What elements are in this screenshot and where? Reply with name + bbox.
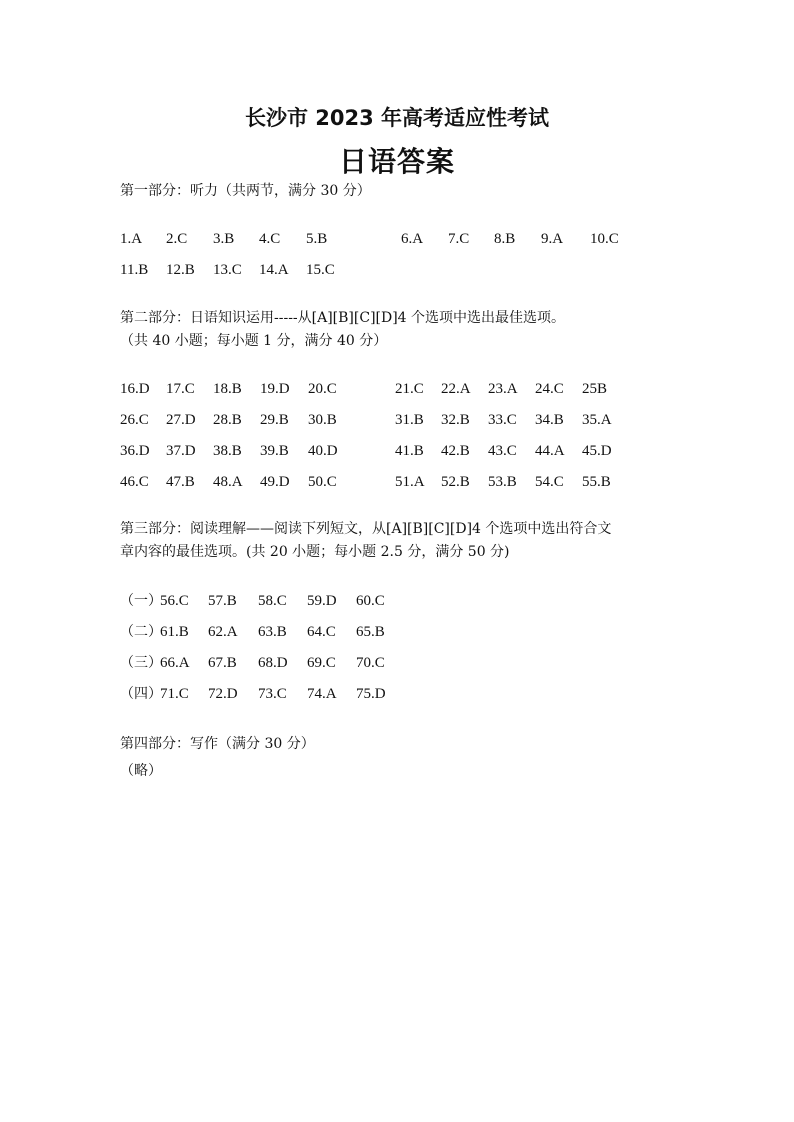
answer-item: 10.C [590,231,619,247]
answer-item: 12.B [166,262,195,278]
answer-item: 25B [582,381,608,397]
answer-item: 56.C [160,593,189,609]
answer-item: 54.C [535,474,564,490]
answer-item: 62.A [208,624,238,640]
answer-item: 18.B [213,381,242,397]
part4-heading: 第四部分：写作（满分 30 分） [120,736,315,752]
group-label: （二） [120,624,162,640]
answer-key-title: 日语答案 [338,145,455,178]
answer-item: 20.C [308,381,337,397]
answer-item: 19.D [260,381,290,397]
answer-item: 48.A [213,474,243,490]
answer-item: 4.C [259,231,281,247]
answer-item: 72.D [208,686,238,702]
answer-item: 49.D [260,474,290,490]
answer-item: 7.C [448,231,470,247]
answer-item: 37.D [166,443,196,459]
answer-item: 58.C [258,593,287,609]
answer-item: 17.C [166,381,195,397]
answer-item: 22.A [441,381,471,397]
answer-item: 52.B [441,474,470,490]
answer-item: 24.C [535,381,564,397]
answer-item: 13.C [213,262,242,278]
answer-item: 27.D [166,412,196,428]
answer-item: 53.B [488,474,517,490]
answer-item: 36.D [120,443,150,459]
part4-omitted-note: （略） [120,763,162,779]
part3-heading-continued: 章内容的最佳选项。(共 20 小题；每小题 2.5 分，满分 50 分) [120,544,510,560]
answer-item: 47.B [166,474,195,490]
answer-item: 66.A [160,655,190,671]
answer-item: 38.B [213,443,242,459]
answer-item: 73.C [258,686,287,702]
answer-item: 57.B [208,593,237,609]
answer-item: 42.B [441,443,470,459]
answer-item: 71.C [160,686,189,702]
answer-item: 61.B [160,624,189,640]
answer-item: 69.C [307,655,336,671]
answer-item: 26.C [120,412,149,428]
answer-item: 44.A [535,443,565,459]
part1-heading: 第一部分：听力（共两节，满分 30 分） [120,183,371,199]
group-label: （三） [120,655,162,671]
answer-item: 23.A [488,381,518,397]
answer-item: 65.B [356,624,385,640]
answer-item: 29.B [260,412,289,428]
answer-item: 41.B [395,443,424,459]
exam-title: 长沙市 2023 年高考适应性考试 [244,106,550,130]
answer-item: 46.C [120,474,149,490]
answer-item: 31.B [395,412,424,428]
answer-item: 14.A [259,262,289,278]
answer-item: 30.B [308,412,337,428]
answer-item: 59.D [307,593,337,609]
answer-item: 45.D [582,443,612,459]
answer-item: 50.C [308,474,337,490]
answer-item: 35.A [582,412,612,428]
answer-item: 15.C [306,262,335,278]
answer-item: 68.D [258,655,288,671]
answer-item: 32.B [441,412,470,428]
answer-item: 1.A [120,231,143,247]
answer-item: 3.B [213,231,235,247]
answer-item: 6.A [401,231,424,247]
answer-item: 16.D [120,381,150,397]
answer-item: 11.B [120,262,149,278]
part2-heading: 第二部分：日语知识运用-----从[A][B][C][D]4 个选项中选出最佳选项。 [120,310,566,326]
answer-item: 55.B [582,474,611,490]
answer-item: 75.D [356,686,386,702]
answer-item: 8.B [494,231,516,247]
answer-item: 60.C [356,593,385,609]
answer-item: 34.B [535,412,564,428]
group-label: （一） [120,593,162,609]
answer-item: 51.A [395,474,425,490]
answer-item: 5.B [306,231,328,247]
answer-item: 70.C [356,655,385,671]
answer-item: 39.B [260,443,289,459]
answer-item: 9.A [541,231,564,247]
answer-item: 21.C [395,381,424,397]
group-label: （四） [120,686,162,702]
answer-item: 33.C [488,412,517,428]
answer-item: 43.C [488,443,517,459]
answer-item: 74.A [307,686,337,702]
part2-scoring-note: （共 40 小题；每小题 1 分，满分 40 分） [120,333,388,349]
answer-item: 40.D [308,443,338,459]
answer-item: 67.B [208,655,237,671]
answer-item: 28.B [213,412,242,428]
part3-heading: 第三部分：阅读理解——阅读下列短文，从[A][B][C][D]4 个选项中选出符合文 [120,521,612,537]
answer-item: 2.C [166,231,188,247]
answer-item: 64.C [307,624,336,640]
answer-item: 63.B [258,624,287,640]
